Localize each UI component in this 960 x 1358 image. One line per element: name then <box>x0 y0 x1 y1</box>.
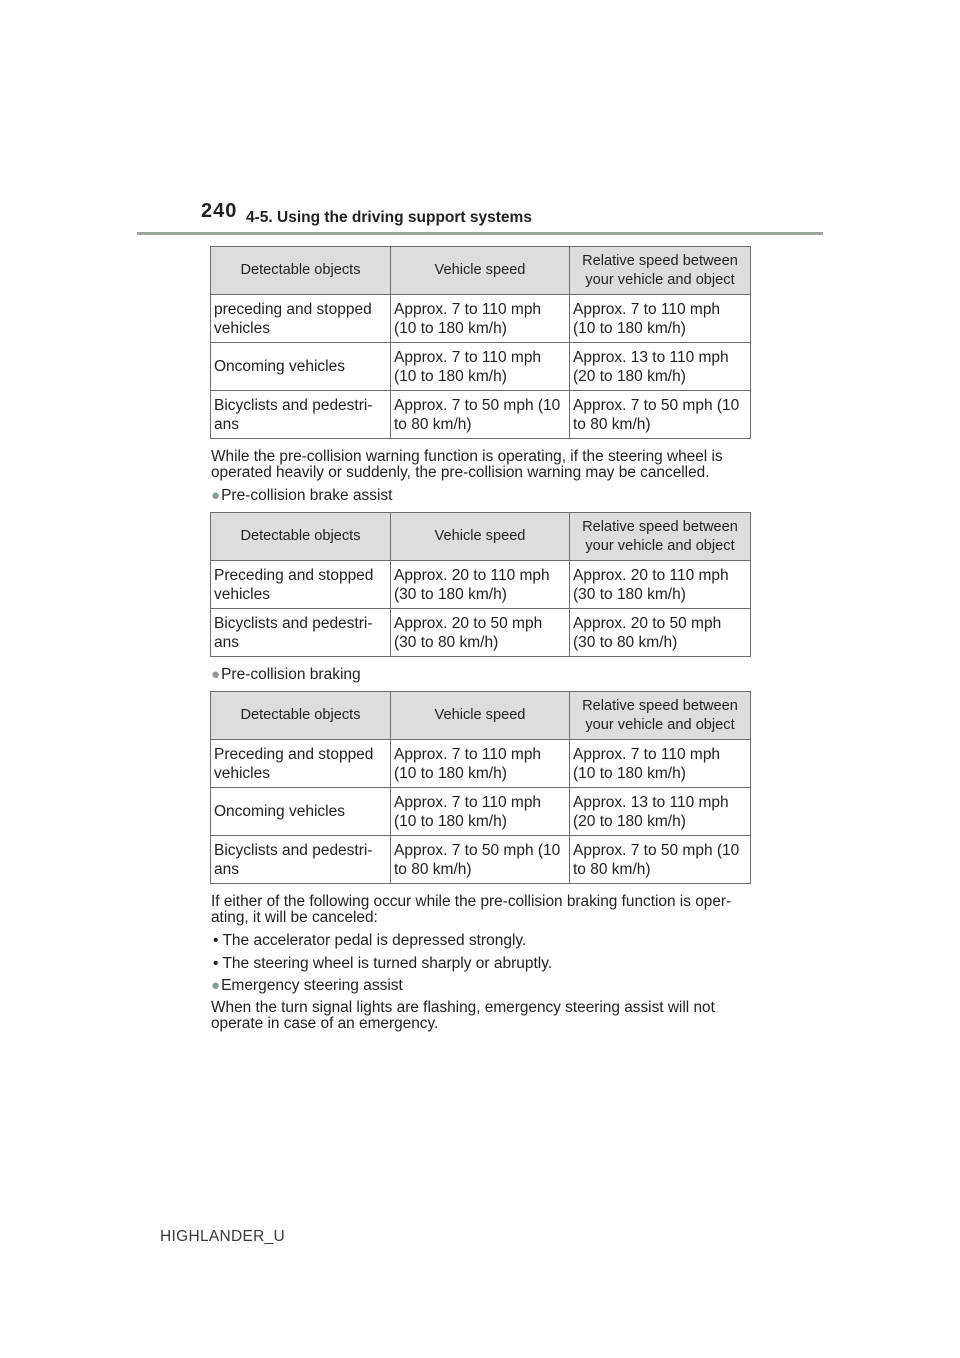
col-header-detectable-objects: Detectable objects <box>211 692 391 740</box>
bullet-label: Emergency steering assist <box>221 977 403 994</box>
warning-speed-table <box>210 246 751 439</box>
col-header-vehicle-speed: Vehicle speed <box>391 247 570 295</box>
table-cell: Preceding and stopped vehicles <box>211 740 391 788</box>
header-rule <box>137 232 823 235</box>
table-cell: Bicyclists and pedestri- ans <box>211 609 391 657</box>
col-header-vehicle-speed: Vehicle speed <box>391 692 570 740</box>
cancel-item: • The steering wheel is turned sharply or abruptly. <box>213 955 553 972</box>
table-cell: Approx. 7 to 110 mph (10 to 180 km/h) <box>391 295 570 343</box>
filled-circle-icon: ● <box>211 977 221 994</box>
table-cell: Approx. 7 to 110 mph (10 to 180 km/h) <box>391 740 570 788</box>
col-header-vehicle-speed: Vehicle speed <box>391 513 570 561</box>
table-cell: Approx. 13 to 110 mph (20 to 180 km/h) <box>570 343 751 391</box>
table-row <box>211 740 751 788</box>
table-row <box>211 836 751 884</box>
table-cell: Oncoming vehicles <box>211 343 391 391</box>
table-cell: Approx. 7 to 50 mph (10 to 80 km/h) <box>570 836 751 884</box>
table-cell: Oncoming vehicles <box>211 788 391 836</box>
cancel-item: • The accelerator pedal is depressed strongly. <box>213 932 527 949</box>
warning-cancel-note: While the pre-collision warning function is operating, if the steering wheel is operated heavily or suddenly, the pre-collision warning may be cancelled. <box>211 448 723 481</box>
table-header-row <box>211 513 751 561</box>
col-header-detectable-objects: Detectable objects <box>211 247 391 295</box>
table-cell: Approx. 7 to 50 mph (10 to 80 km/h) <box>391 836 570 884</box>
bullet-braking <box>211 666 361 684</box>
table-cell: Approx. 20 to 50 mph (30 to 80 km/h) <box>570 609 751 657</box>
page-number: 240 <box>201 200 238 222</box>
table-header-row <box>211 692 751 740</box>
filled-circle-icon: ● <box>211 487 221 504</box>
table-cell: Approx. 7 to 50 mph (10 to 80 km/h) <box>391 391 570 439</box>
col-header-relative-speed: Relative speed between your vehicle and object <box>570 513 751 561</box>
table-row <box>211 561 751 609</box>
steering-note: When the turn signal lights are flashing, emergency steering assist will not operate in case of an emergency. <box>211 999 715 1032</box>
section-title: 4-5. Using the driving support systems <box>246 209 532 226</box>
col-header-relative-speed: Relative speed between your vehicle and object <box>570 247 751 295</box>
table-row <box>211 343 751 391</box>
bullet-brake-assist <box>211 487 393 505</box>
table-header-row <box>211 247 751 295</box>
table-row <box>211 295 751 343</box>
col-header-relative-speed: Relative speed between your vehicle and object <box>570 692 751 740</box>
bullet-emergency-steering <box>211 977 403 995</box>
table-cell: Approx. 7 to 110 mph (10 to 180 km/h) <box>570 740 751 788</box>
table-cell: Approx. 20 to 110 mph (30 to 180 km/h) <box>391 561 570 609</box>
braking-cancel-note: If either of the following occur while the pre-collision braking function is oper- ating, it will be canceled: <box>211 893 732 926</box>
table-row <box>211 788 751 836</box>
table-cell: Approx. 20 to 110 mph (30 to 180 km/h) <box>570 561 751 609</box>
table-row <box>211 391 751 439</box>
brake-assist-speed-table <box>210 512 751 657</box>
table-cell: Bicyclists and pedestri- ans <box>211 836 391 884</box>
table-cell: Approx. 20 to 50 mph (30 to 80 km/h) <box>391 609 570 657</box>
model-code-footer: HIGHLANDER_U <box>160 1228 286 1245</box>
table-cell: Approx. 13 to 110 mph (20 to 180 km/h) <box>570 788 751 836</box>
table-row <box>211 609 751 657</box>
bullet-label: Pre-collision braking <box>221 666 361 683</box>
col-header-detectable-objects: Detectable objects <box>211 513 391 561</box>
table-cell: Preceding and stopped vehicles <box>211 561 391 609</box>
bullet-label: Pre-collision brake assist <box>221 487 393 504</box>
table-cell: preceding and stopped vehicles <box>211 295 391 343</box>
table-cell: Approx. 7 to 110 mph (10 to 180 km/h) <box>391 343 570 391</box>
table-cell: Bicyclists and pedestri- ans <box>211 391 391 439</box>
table-cell: Approx. 7 to 110 mph (10 to 180 km/h) <box>570 295 751 343</box>
table-cell: Approx. 7 to 110 mph (10 to 180 km/h) <box>391 788 570 836</box>
filled-circle-icon: ● <box>211 666 221 683</box>
braking-speed-table <box>210 691 751 884</box>
table-cell: Approx. 7 to 50 mph (10 to 80 km/h) <box>570 391 751 439</box>
